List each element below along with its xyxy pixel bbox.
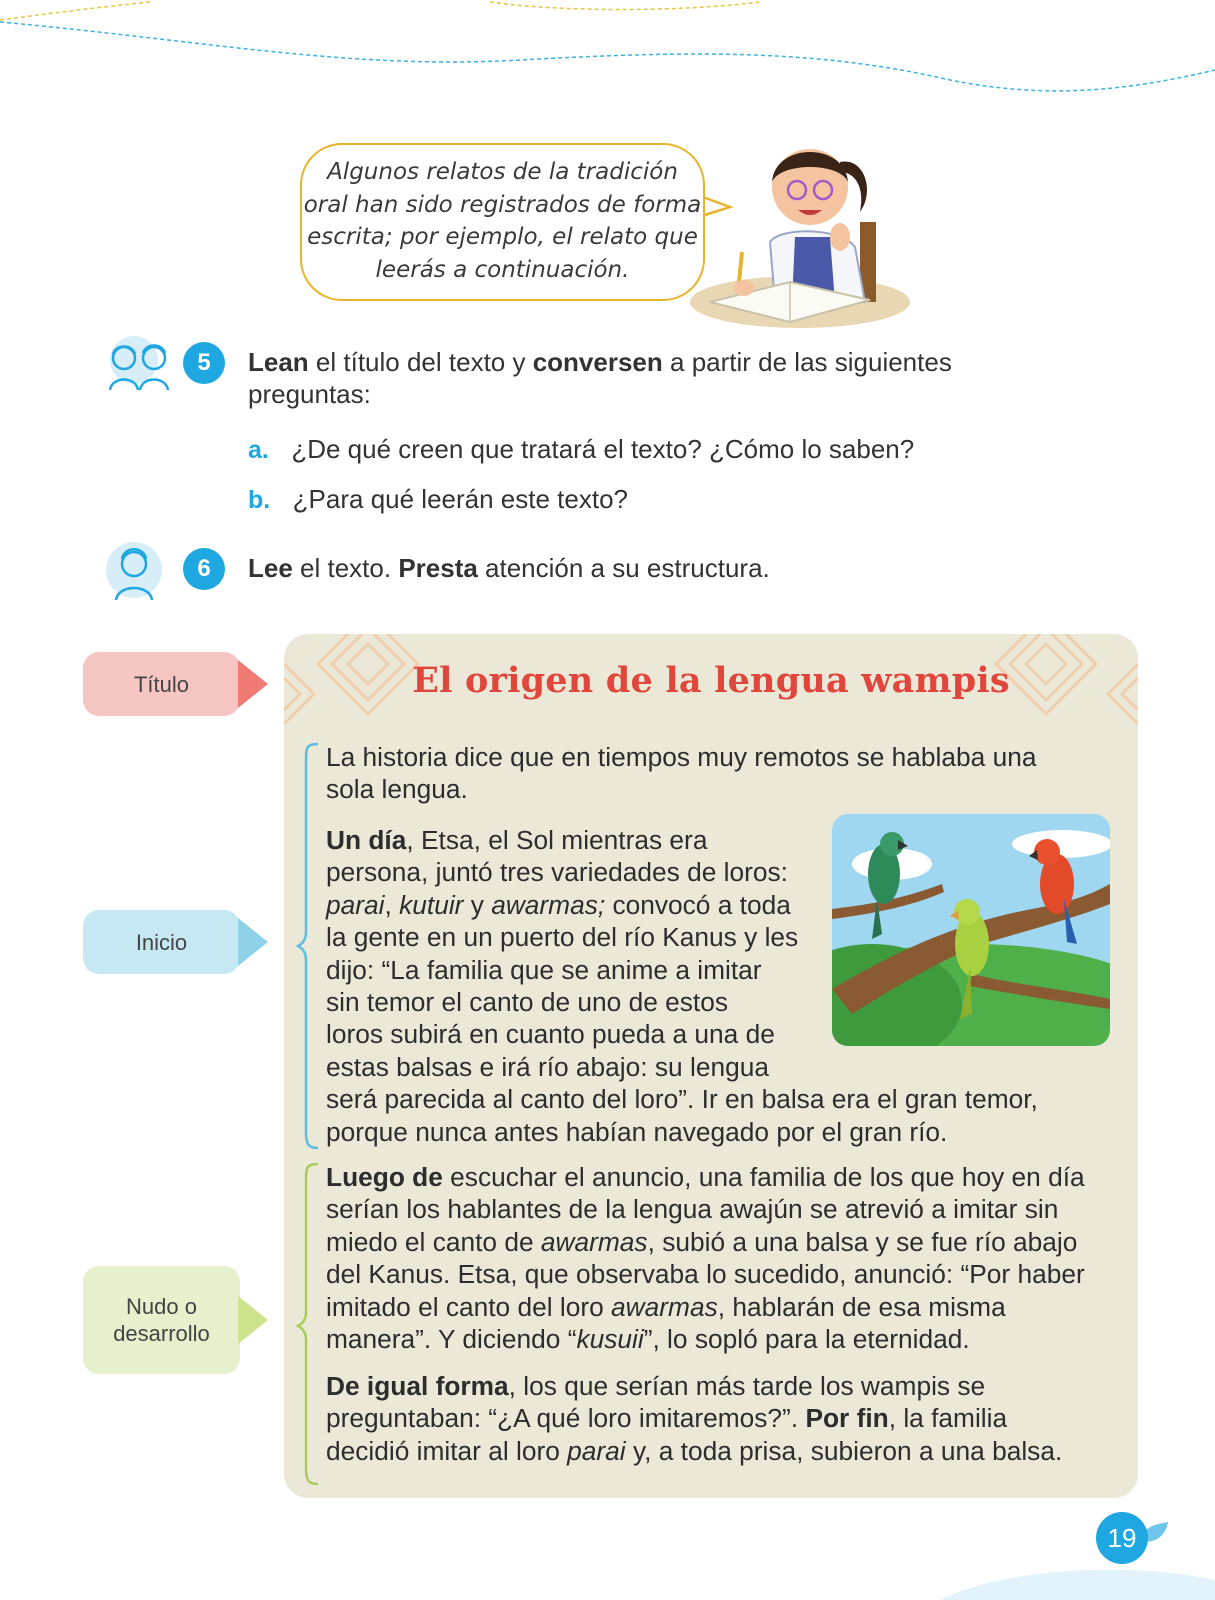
activity-5-number: 5 [183, 342, 225, 384]
tag-titulo: Título [83, 652, 240, 716]
text-span: manera”. Y diciendo “ [326, 1324, 577, 1355]
nudo-bracket [296, 1162, 322, 1486]
tag-nudo-arrow [238, 1296, 268, 1344]
italic-word: kutuir [399, 889, 464, 920]
student-icon [104, 540, 166, 602]
text-span: , Etsa, el Sol mientras era [406, 825, 708, 855]
tag-inicio-arrow [238, 918, 268, 966]
instruction-text: a partir de las siguientes [662, 347, 952, 377]
text-line: porque nunca antes habían navegado por el gran río. [326, 1116, 948, 1147]
tag-titulo-arrow [238, 660, 268, 708]
question-a [248, 434, 914, 465]
bubble-line: leerás a continuación. [375, 256, 630, 283]
text-span: , [384, 889, 400, 920]
instruction-text: el título del texto y [308, 347, 533, 377]
two-students-icon [104, 334, 180, 394]
bold-connector: Luego de [326, 1162, 443, 1192]
question-letter: b. [248, 486, 271, 514]
instruction-verb: Lean [248, 347, 309, 377]
text-span: preguntaban: “¿A qué loro imitaremos?”. [326, 1403, 806, 1434]
bold-connector: Por fin [805, 1403, 889, 1434]
text-line: loros subirá en cuanto pueda a una de [326, 1019, 775, 1050]
text-line [326, 1226, 1126, 1258]
question-b [248, 484, 628, 515]
bold-connector: Un día [326, 825, 407, 855]
page-number: 19 [1096, 1512, 1148, 1564]
bubble-line: Algunos relatos de la tradición [327, 159, 678, 185]
tag-inicio: Inicio [83, 910, 240, 974]
text-span: , subió a una balsa y se fue río abajo [647, 1226, 1078, 1257]
paragraph-4 [326, 1370, 1126, 1467]
text-span: y, a toda prisa, subieron a una balsa. [625, 1435, 1063, 1466]
activity-6-instruction [248, 552, 1128, 584]
text-span: ”, lo sopló para la eternidad. [643, 1324, 970, 1355]
top-wave-decoration [0, 0, 1215, 110]
italic-word: kusuii [576, 1324, 644, 1355]
girl-writing-illustration [680, 132, 930, 344]
bold-connector: De igual forma [326, 1371, 509, 1401]
text-line [326, 1291, 1126, 1323]
text-line: sola lengua. [326, 774, 468, 805]
reading-title: El origen de la lengua wampis [412, 660, 1010, 701]
text-span: , hablarán de esa misma [717, 1291, 1006, 1322]
instruction-text: el texto. [292, 553, 399, 583]
text-line: persona, juntó tres variedades de loros: [326, 857, 788, 888]
text-line: dijo: “La familia que se anime a imitar [326, 954, 762, 985]
italic-word: awarmas [611, 1291, 718, 1322]
inicio-bracket [296, 742, 322, 1150]
question-text: ¿Para qué leerán este texto? [292, 484, 628, 514]
instruction-verb: Presta [398, 553, 478, 583]
text-line: serían los hablantes de la lengua awajún se atrevió a imitar sin [326, 1194, 1059, 1225]
text-line [326, 1323, 1126, 1355]
instruction-text: atención a su estructura. [477, 553, 770, 583]
text-span: imitado el canto del loro [326, 1291, 612, 1322]
italic-word: parai [326, 889, 385, 920]
text-span: , los que serían más tarde los wampis se [508, 1371, 986, 1401]
text-span: convocó a toda [605, 889, 791, 920]
text-line: la gente en un puerto del río Kanus y les [326, 922, 799, 953]
italic-word: parai [567, 1435, 626, 1466]
text-span: y [463, 889, 492, 920]
question-letter: a. [248, 436, 269, 464]
text-span: decidió imitar al loro [326, 1435, 568, 1466]
text-line [326, 1370, 1126, 1402]
activity-6-number: 6 [183, 548, 225, 590]
text-line: será parecida al canto del loro”. Ir en balsa era el gran temor, [326, 1084, 1038, 1115]
italic-word: awarmas; [491, 889, 606, 920]
text-span: , la familia [888, 1403, 1008, 1434]
text-line: estas balsas e irá río abajo: su lengua [326, 1051, 769, 1082]
paragraph-3 [326, 1161, 1126, 1355]
tag-nudo-line: Nudo o [126, 1294, 197, 1319]
paragraph-1 [326, 741, 1126, 806]
text-line: La historia dice que en tiempos muy remotos se hablaba una [326, 742, 1037, 772]
bubble-line: oral han sido registrados de forma [303, 191, 702, 218]
activity-5-instruction [248, 346, 1128, 410]
text-span: miedo el canto de [326, 1226, 541, 1257]
bottom-wave-decoration [940, 1560, 1215, 1600]
tag-nudo-line: desarrollo [113, 1321, 210, 1346]
instruction-verb: Lee [248, 553, 293, 583]
speech-bubble-text [300, 156, 705, 286]
instruction-text: preguntas: [248, 379, 371, 409]
italic-word: awarmas [540, 1226, 648, 1257]
instruction-verb: conversen [532, 347, 663, 377]
bubble-line: escrita; por ejemplo, el relato que [307, 224, 698, 250]
question-text: ¿De qué creen que tratará el texto? ¿Cómo lo saben? [291, 434, 915, 464]
text-span: escuchar el anuncio, una familia de los que hoy en día [442, 1162, 1085, 1192]
text-line [326, 1402, 1126, 1434]
tag-nudo-desarrollo [83, 1266, 240, 1374]
text-line [326, 1161, 1126, 1193]
text-line: del Kanus. Etsa, que observaba lo sucedido, anunció: “Por haber [326, 1259, 1085, 1290]
text-line: sin temor el canto de uno de estos [326, 987, 729, 1018]
parrots-illustration [832, 814, 1110, 1046]
text-line [326, 1435, 1126, 1467]
